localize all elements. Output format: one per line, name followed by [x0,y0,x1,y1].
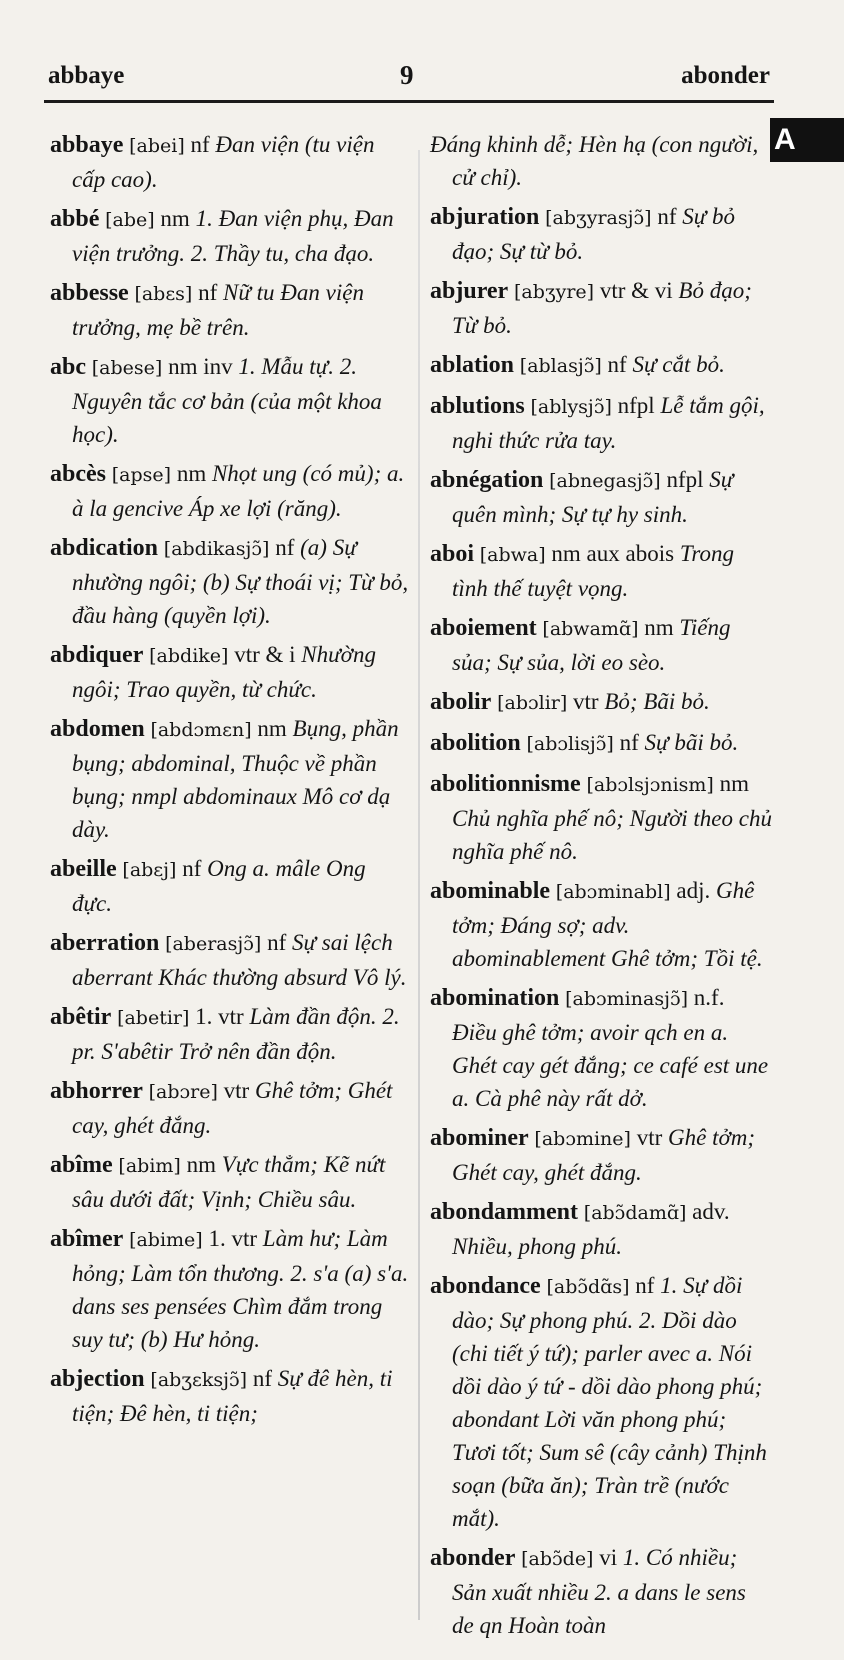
grammar-label: vtr & vi [599,278,673,303]
grammar-label: nm [644,615,674,640]
headword: abdomen [50,716,145,742]
definition: Trong tình thế tuyệt vọng. [452,541,734,601]
phonetic: [abwamɑ̃] [542,618,639,640]
headword: ablation [430,352,515,378]
grammar-label: nm [176,461,207,486]
headword: aboiement [430,615,537,641]
phonetic: [ablasjɔ̃] [519,355,602,377]
definition: Nhường ngôi; Trao quyền, từ chức. [72,642,376,702]
definition: Nữ tu Đan viện trưởng, mẹ bề trên. [72,280,364,340]
grammar-label: nfpl [617,393,655,418]
headword: abbaye [50,132,124,158]
phonetic: [ablysjɔ̃] [530,396,612,418]
phonetic: [apse] [111,464,172,486]
dictionary-entry [430,389,772,457]
grammar-label: adj. [676,878,711,903]
headword: abolition [430,730,521,756]
phonetic: [abdɔmɛn] [150,719,252,741]
definition: Điều ghê tởm; avoir qch en a. Ghét cay gét đắng; ce café est une a. Cà phê này rất dở. [452,1020,769,1111]
headword: abolir [430,689,492,715]
dictionary-entry [430,537,772,605]
grammar-label: nf [267,930,287,955]
definition: Nhiều, phong phú. [452,1234,622,1259]
headword: aberration [50,930,160,956]
phonetic: [abʒyre] [513,281,595,303]
headword: abdication [50,535,159,561]
headword: abondance [430,1273,541,1299]
phonetic: [abɔ̃de] [521,1548,594,1570]
headword: abomination [430,985,560,1011]
headword: abominable [430,878,551,904]
dictionary-entry [50,1000,410,1068]
grammar-label: vtr & i [234,642,296,667]
phonetic: [abɔlir] [497,692,568,714]
dictionary-entry [50,1362,410,1430]
definition: Sự quên mình; Sự tự hy sinh. [452,467,734,527]
grammar-label: nf [252,1366,273,1391]
grammar-label: nm aux abois [551,541,675,566]
dictionary-entry [430,767,772,868]
dictionary-entry [50,276,410,344]
grammar-label: vtr [573,689,599,714]
definition: Chủ nghĩa phế nô; Người theo chủ nghĩa phế nô. [452,806,772,864]
headword: abjuration [430,204,540,230]
grammar-label: nf [607,352,627,377]
phonetic: [abese] [91,357,163,379]
dictionary-entry [430,1121,772,1189]
dictionary-entry [430,611,772,679]
dictionary-entry [50,128,410,196]
definition: (a) Sự nhường ngôi; (b) Sự thoái vị; Từ bỏ, đầu hàng (quyền lợi). [72,535,409,628]
definition: Đáng khinh dễ; Hèn hạ (con người, cử chỉ). [430,132,759,190]
phonetic: [abʒyrasjɔ̃] [545,207,652,229]
dictionary-entry [50,202,410,270]
dictionary-entry [50,926,410,994]
grammar-label: vi [599,1545,618,1570]
grammar-label: vtr [636,1125,663,1150]
phonetic: [abɛj] [122,859,177,881]
phonetic: [abɔminabl] [555,881,671,903]
headword: abjection [50,1366,145,1392]
definition: Nhọt ung (có mủ); a. à la gencive Áp xe lợi (răng). [72,461,405,521]
dictionary-entry [50,350,410,451]
phonetic: [abe] [105,209,155,231]
definition: Ghê tởm; Ghét cay, ghét đắng. [452,1125,756,1185]
dictionary-entry [430,274,772,342]
grammar-label: n.f. [693,985,725,1010]
grammar-label: nf [657,204,677,229]
grammar-label: nm [160,206,190,231]
header-first-word: abbaye [48,62,125,89]
definition: Sự bãi bỏ. [644,730,739,755]
dictionary-entry [50,1222,410,1356]
phonetic: [abɔlsjɔnism] [586,774,714,796]
definition: Sự cắt bỏ. [632,352,725,377]
grammar-label: nfpl [666,467,704,492]
headword: abbé [50,206,100,232]
right-column [430,128,772,1648]
headword: abîmer [50,1226,124,1252]
phonetic: [abdikasjɔ̃] [163,538,270,560]
headword: abdiquer [50,642,144,668]
phonetic: [abɔminasjɔ̃] [565,988,689,1010]
definition: Bụng, phần bụng; abdominal, Thuộc về phần bụng; nmpl abdominaux Mô cơ dạ dày. [72,716,399,842]
grammar-label: nm [186,1152,216,1177]
headword: abeille [50,856,117,882]
phonetic: [abei] [129,135,185,157]
definition: Ghê tởm; Ghét cay, ghét đắng. [72,1078,393,1138]
dictionary-entry [50,1074,410,1142]
header-rule [44,100,774,103]
phonetic: [abdike] [149,645,229,667]
grammar-label: nf [190,132,210,157]
dictionary-entry [50,457,410,525]
dictionary-entry [430,1541,772,1642]
dictionary-entry [50,712,410,846]
dictionary-entry [430,981,772,1115]
grammar-label: vtr [223,1078,250,1103]
grammar-label: nf [275,535,295,560]
definition: Lễ tắm gội, nghi thức rửa tay. [452,393,765,453]
dictionary-entry [430,200,772,268]
definition: Làm đần độn. 2. pr. S'abêtir Trở nên đần độn. [72,1004,400,1064]
definition: 1. Mẫu tự. 2. Nguyên tắc cơ bản (của một khoa học). [72,354,382,447]
left-column [50,128,410,1436]
headword: ablutions [430,393,525,419]
definition: Làm hư; Làm hỏng; Làm tổn thương. 2. s'a (a) s'a. dans ses pensées Chìm đắm trong suy tư; (b) Hư hỏng. [72,1226,409,1352]
headword: abbesse [50,280,129,306]
definition: Bỏ; Bãi bỏ. [604,689,710,714]
page-header [48,62,770,98]
dictionary-entry [430,685,772,720]
definition: Vực thẳm; Kẽ nứt sâu dưới đất; Vịnh; Chiều sâu. [72,1152,386,1212]
headword: abnégation [430,467,544,493]
grammar-label: nf [182,856,202,881]
definition: Sự sai lệch aberrant Khác thường absurd Vô lý. [72,930,407,990]
definition: Sự bỏ đạo; Sự từ bỏ. [452,204,736,264]
grammar-label: nf [635,1273,655,1298]
dictionary-entry [50,1148,410,1216]
phonetic: [abetir] [117,1007,190,1029]
headword: abhorrer [50,1078,143,1104]
grammar-label: nf [619,730,639,755]
phonetic: [abɔ̃dɑ̃s] [546,1276,630,1298]
phonetic: [abɛs] [134,283,193,305]
headword: abjurer [430,278,509,304]
phonetic: [abʒɛksjɔ̃] [150,1369,248,1391]
dictionary-entry [430,726,772,761]
dictionary-entry [50,852,410,920]
phonetic: [abim] [118,1155,181,1177]
phonetic: [aberasjɔ̃] [165,933,262,955]
definition: Sự đê hèn, ti tiện; Đê hèn, ti tiện; [72,1366,393,1426]
headword: aboi [430,541,475,567]
definition: Ong a. mâle Ong đực. [72,856,366,916]
definition: 1. Sự dồi dào; Sự phong phú. 2. Dồi dào (chi tiết ý tứ); parler avec a. Nói dồi dào ý tứ - dồi dào phong phú; abondant Lời văn phong phú; Tươi tốt; Sum sê (cây cảnh) Thịnh soạn (bữa ăn); Tràn trề (nước mắt). [452,1273,767,1531]
definition: Ghê tởm; Đáng sợ; adv. abominablement Ghê tởm; Tồi tệ. [452,878,763,971]
dictionary-entry [430,348,772,383]
headword: abc [50,354,86,380]
phonetic: [abnegasjɔ̃] [549,470,661,492]
phonetic: [abɔmine] [534,1128,631,1150]
grammar-label: nf [198,280,218,305]
grammar-label: 1. vtr [195,1004,244,1029]
definition: Bỏ đạo; Từ bỏ. [452,278,752,338]
phonetic: [abɔlisjɔ̃] [526,733,614,755]
grammar-label: nm [719,771,749,796]
phonetic: [abime] [129,1229,203,1251]
definition: 1. Có nhiều; Sản xuất nhiều 2. a dans le sens de qn Hoàn toàn [452,1545,746,1638]
definition: 1. Đan viện phụ, Đan viện trưởng. 2. Thầy tu, cha đạo. [72,206,394,266]
grammar-label: nm inv [168,354,233,379]
page-number: 9 [400,60,414,90]
dictionary-entry [430,128,772,194]
dictionary-entry [430,1195,772,1263]
phonetic: [abɔre] [148,1081,218,1103]
grammar-label: adv. [692,1199,730,1224]
thumb-index-tab: A [770,118,844,162]
definition: Tiếng sủa; Sự sủa, lời eo sèo. [452,615,731,675]
dictionary-entry [50,531,410,632]
headword: abondamment [430,1199,579,1225]
headword: abêtir [50,1004,112,1030]
phonetic: [abwa] [479,544,546,566]
definition: Đan viện (tu viện cấp cao). [72,132,375,192]
header-last-word: abonder [681,62,770,89]
grammar-label: 1. vtr [208,1226,258,1251]
column-gutter [418,150,420,1620]
dictionary-entry [50,638,410,706]
headword: abîme [50,1152,113,1178]
dictionary-entry [430,874,772,975]
dictionary-entry [430,463,772,531]
headword: abonder [430,1545,516,1571]
headword: abcès [50,461,106,487]
phonetic: [abɔ̃damɑ̃] [583,1202,687,1224]
dictionary-entry [430,1269,772,1535]
headword: abolitionnisme [430,771,581,797]
headword: abominer [430,1125,529,1151]
grammar-label: nm [257,716,287,741]
